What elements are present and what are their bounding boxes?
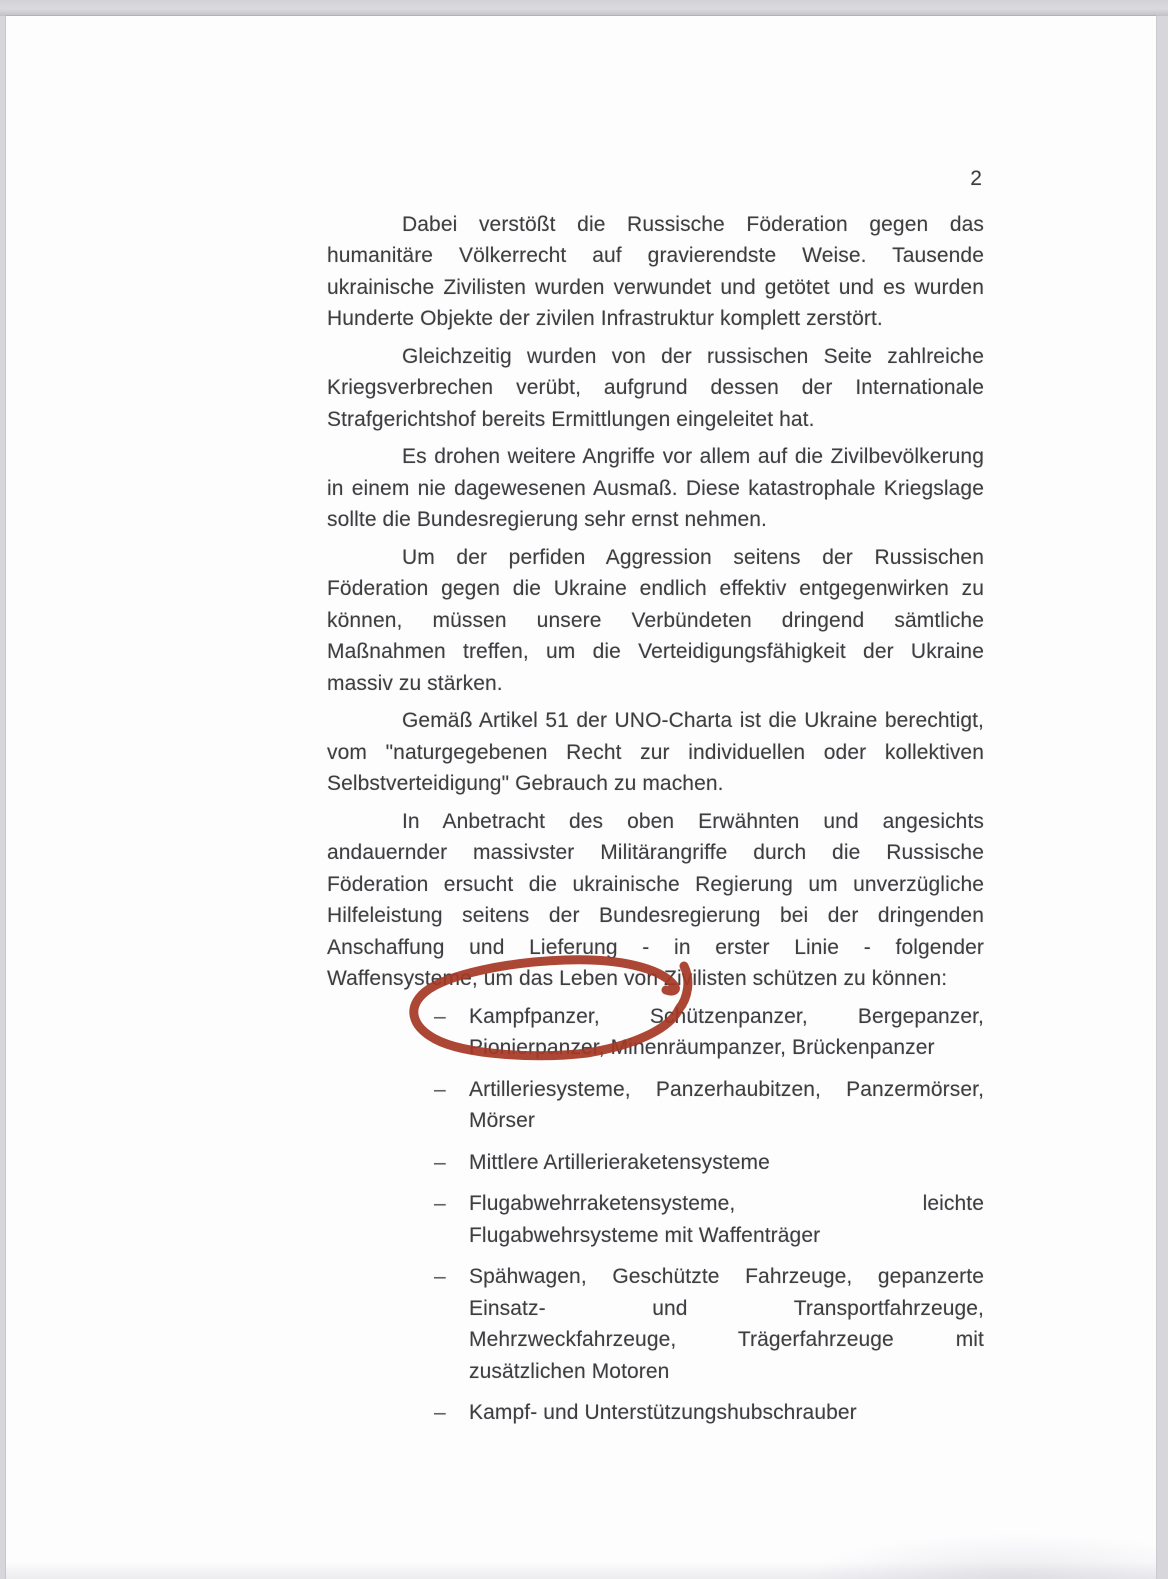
paragraph-further-attacks: Es drohen weitere Angriffe vor allem auf die Zivilbevölkerung in einem nie dagewesenen Ausmaß. Diese katastrophale Kriegslage sollte die Bundesregierung sehr ernst nehmen. <box>327 445 984 531</box>
list-item-text: Mittlere Artillerieraketensysteme <box>469 1150 770 1174</box>
scan-edge-artifact-bottom <box>6 1509 1156 1579</box>
weapon-systems-list <box>327 1001 984 1429</box>
dash-bullet-icon: – <box>434 1192 446 1215</box>
dash-bullet-icon: – <box>434 1077 446 1101</box>
page-content <box>327 163 984 1439</box>
document-page <box>6 16 1156 1579</box>
list-item-vehicles <box>327 1261 984 1387</box>
list-item-text: Kampf- und Unterstützungshubschrauber <box>469 1401 857 1424</box>
list-item-helicopters <box>327 1397 984 1429</box>
list-item-air-defence <box>327 1188 984 1251</box>
list-item-text: Artilleriesysteme, Panzerhaubitzen, Panzermörser, Mörser <box>469 1077 984 1132</box>
list-item-artillery <box>327 1074 984 1137</box>
paragraph-un-charter-article-51: Gemäß Artikel 51 der UNO-Charta ist die Ukraine berechtigt, vom "naturgegebenen Recht zur individuellen oder kollektiven Selbstverteidigung" Gebrauch zu machen. <box>327 709 984 795</box>
list-item-text: Kampfpanzer, Schützenpanzer, Bergepanzer, Pionierpanzer, Minenräumpanzer, Brückenpanzer <box>469 1004 984 1059</box>
paragraph-request-weapon-systems: In Anbetracht des oben Erwähnten und angesichts andauernder massivster Militärangriffe durch die Russische Föderation ersucht die ukrainische Regierung um unverzügliche Hilfeleistung seitens der Bundesregierung bei der dringenden Anschaffung und Lieferung - in erster Linie - folgender Waffensysteme, um das Leben von Zivilisten schützen zu können: <box>327 809 984 990</box>
dash-bullet-icon: – <box>434 1401 446 1424</box>
dash-bullet-icon: – <box>434 1265 446 1288</box>
dash-bullet-icon: – <box>434 1150 446 1174</box>
list-item-tanks <box>327 1001 984 1064</box>
list-item-text: Spähwagen, Geschützte Fahrzeuge, gepanzerte Einsatz- und Transportfahrzeuge, Mehrzweckfahrzeuge, Trägerfahrzeuge mit zusätzlichen Motoren <box>469 1265 984 1383</box>
dash-bullet-icon: – <box>434 1004 446 1028</box>
page-number: 2 <box>970 167 982 190</box>
list-item-artillery-rockets <box>327 1147 984 1179</box>
paragraph-violation-humanitarian-law: Dabei verstößt die Russische Föderation gegen das humanitäre Völkerrecht auf gravierendste Weise. Tausende ukrainische Zivilisten wurden verwundet und getötet und es wurden Hunderte Objekte der zivilen Infrastruktur komplett zerstört. <box>327 212 984 330</box>
paragraph-allies-measures: Um der perfiden Aggression seitens der Russischen Föderation gegen die Ukraine endlich effektiv entgegenwirken zu können, müssen unsere Verbündeten dringend sämtliche Maßnahmen treffen, um die Verteidigungsfähigkeit der Ukraine massiv zu stärken. <box>327 545 984 695</box>
paragraph-war-crimes-icc: Gleichzeitig wurden von der russischen Seite zahlreiche Kriegsverbrechen verübt, aufgrund dessen der Internationale Strafgerichtshof bereits Ermittlungen eingeleitet hat. <box>327 344 984 431</box>
list-item-text: Flugabwehrraketensysteme, leichte Flugabwehrsysteme mit Waffenträger <box>469 1192 984 1247</box>
scan-edge-artifact-top <box>0 0 1168 16</box>
